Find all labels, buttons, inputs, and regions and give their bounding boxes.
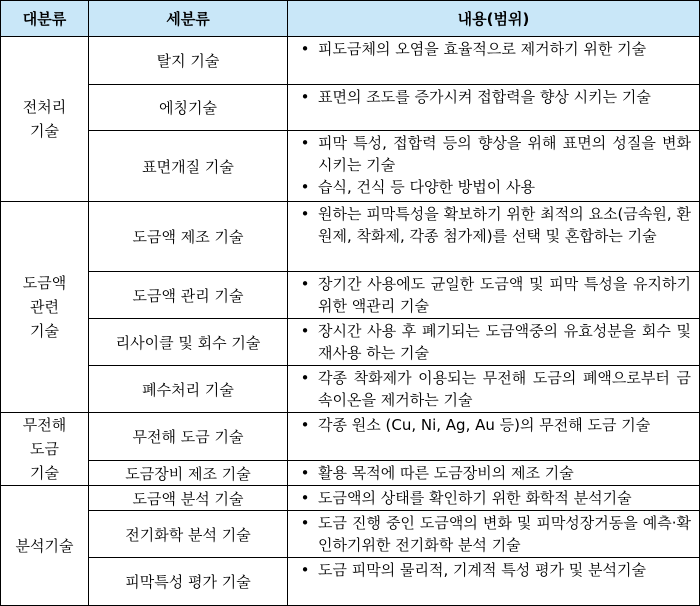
table-row (1, 486, 700, 511)
bullet-icon: • (300, 322, 310, 340)
list-item: • 각종 원소 (Cu, Ni, Ag, Au 등)의 무전해 도금 기술 (292, 414, 691, 436)
list-item: • 장기간 사용에도 균일한 도금액 및 피막 특성을 유지하기 위한 액관리 기술 (292, 273, 691, 317)
header-minor: 세분류 (89, 1, 288, 37)
header-row (1, 1, 700, 37)
bullet-icon: • (300, 205, 310, 223)
bullet-icon: • (300, 369, 310, 387)
content-cell (288, 85, 700, 131)
table-row (1, 131, 700, 202)
list-item: • 도금 진행 중인 도금액의 변화 및 피막성장거동을 예측·확인하기위한 전기화학 분석 기술 (292, 512, 691, 556)
list-item: • 장시간 사용 후 폐기되는 도금액중의 유효성분을 회수 및 재사용 하는 기술 (292, 320, 691, 364)
list-item: • 피도금체의 오염을 효율적으로 제거하기 위한 기술 (292, 38, 691, 60)
list-item: • 도금 피막의 물리적, 기계적 특성 평가 및 분석기술 (292, 559, 691, 581)
content-cell (288, 131, 700, 202)
minor-category: 폐수처리 기술 (89, 366, 288, 413)
major-category-pretreatment: 전처리 기술 (1, 37, 89, 202)
major-category-analysis: 분석기술 (1, 486, 89, 606)
bullet-icon: • (300, 275, 310, 293)
major-category-electroless: 무전해 도금 기술 (1, 413, 89, 486)
minor-category: 탈지 기술 (89, 37, 288, 85)
bullet-icon: • (300, 88, 310, 106)
list-item: • 활용 목적에 따른 도금장비의 제조 기술 (292, 462, 691, 484)
minor-category: 도금액 관리 기술 (89, 272, 288, 319)
minor-category: 도금액 제조 기술 (89, 202, 288, 272)
table-row (1, 558, 700, 606)
major-category-plating-solution: 도금액 관련 기술 (1, 202, 89, 413)
content-cell (288, 37, 700, 85)
minor-category: 에칭기술 (89, 85, 288, 131)
list-item: • 원하는 피막특성을 확보하기 위한 최적의 요소(금속원, 환원제, 착화제, 각종 첨가제)를 선택 및 혼합하는 기술 (292, 203, 691, 247)
content-cell (288, 366, 700, 413)
bullet-icon: • (300, 40, 310, 58)
table-row (1, 366, 700, 413)
list-item: • 도금액의 상태를 확인하기 위한 화학적 분석기술 (292, 487, 691, 509)
content-cell (288, 511, 700, 558)
list-item: • 습식, 건식 등 다양한 방법이 사용 (292, 176, 691, 198)
bullet-icon: • (300, 416, 310, 434)
bullet-icon: • (300, 464, 310, 482)
table-row (1, 413, 700, 461)
table-row (1, 37, 700, 85)
minor-category: 무전해 도금 기술 (89, 413, 288, 461)
content-cell (288, 461, 700, 486)
list-item: • 피막 특성, 접합력 등의 향상을 위해 표면의 성질을 변화시키는 기술 (292, 132, 691, 176)
content-cell (288, 202, 700, 272)
content-cell (288, 319, 700, 366)
minor-category: 리사이클 및 회수 기술 (89, 319, 288, 366)
table-row (1, 202, 700, 272)
content-cell (288, 558, 700, 606)
bullet-icon: • (300, 178, 310, 196)
minor-category: 도금액 분석 기술 (89, 486, 288, 511)
table-row (1, 272, 700, 319)
table-row (1, 319, 700, 366)
minor-category: 표면개질 기술 (89, 131, 288, 202)
minor-category: 전기화학 분석 기술 (89, 511, 288, 558)
bullet-icon: • (300, 134, 310, 152)
header-major: 대분류 (1, 1, 89, 37)
table-row (1, 511, 700, 558)
content-cell (288, 413, 700, 461)
list-item: • 표면의 조도를 증가시켜 접합력을 향상 시키는 기술 (292, 86, 691, 108)
bullet-icon: • (300, 561, 310, 579)
content-cell (288, 272, 700, 319)
minor-category: 도금장비 제조 기술 (89, 461, 288, 486)
table-row (1, 461, 700, 486)
header-content: 내용(범위) (288, 1, 700, 37)
bullet-icon: • (300, 514, 310, 532)
list-item: • 각종 착화제가 이용되는 무전해 도금의 폐액으로부터 금속이온을 제거하는 기술 (292, 367, 691, 411)
minor-category: 피막특성 평가 기술 (89, 558, 288, 606)
table-row (1, 85, 700, 131)
bullet-icon: • (300, 489, 310, 507)
content-cell (288, 486, 700, 511)
